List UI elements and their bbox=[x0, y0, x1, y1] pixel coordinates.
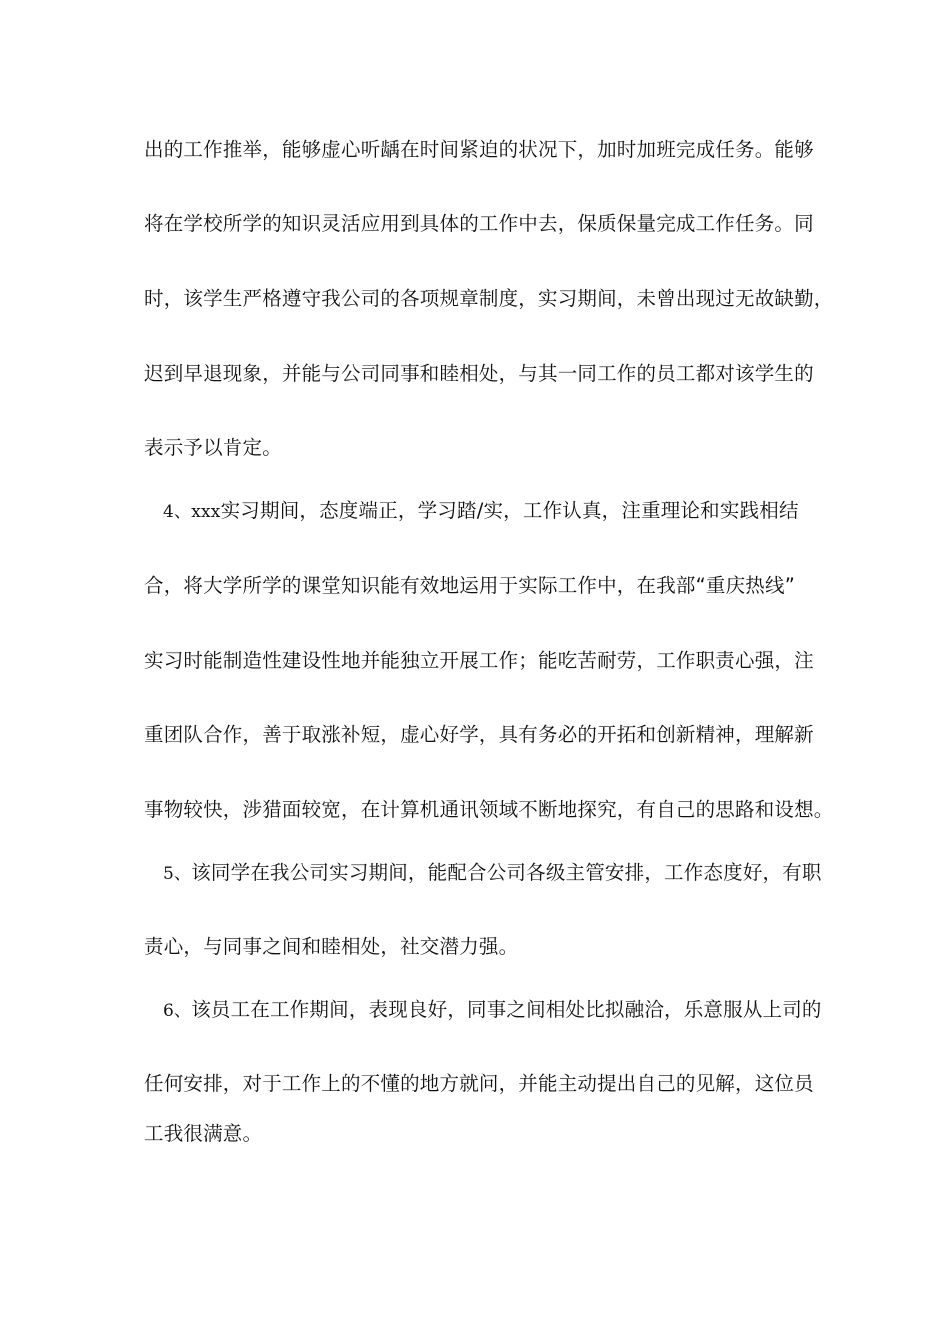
paragraph-line: 责心，与同事之间和睦相处，社交潜力强。 bbox=[144, 935, 519, 958]
paragraph-line: 表示予以肯定。 bbox=[144, 436, 282, 459]
list-item-number: 5、 bbox=[163, 864, 192, 884]
list-item-text: 实习期间，态度端正，学习踏/实，工作认真，注重理论和实践相结 bbox=[220, 499, 799, 522]
list-item-number: 4、 bbox=[163, 502, 192, 522]
person-name: xxx bbox=[191, 502, 221, 522]
paragraph-line: 时，该学生严格遵守我公司的各项规章制度，实习期间，未曾出现过无故缺勤， bbox=[144, 287, 834, 310]
paragraph-line: 出的工作推举，能够虚心听龋在时间紧迫的状况下，加时加班完成任务。能够 bbox=[144, 138, 814, 161]
list-item-4-first-line bbox=[163, 499, 833, 524]
paragraph-line: 实习时能制造性建设性地并能独立开展工作；能吃苦耐劳，工作职责心强，注 bbox=[144, 649, 814, 672]
paragraph-line: 事物较快，涉猎面较宽，在计算机通讯领域不断地探究，有自己的思路和设想。 bbox=[144, 798, 834, 821]
paragraph-line: 任何安排，对于工作上的不懂的地方就问，并能主动提出自己的见解，这位员 bbox=[144, 1072, 814, 1095]
paragraph-line: 迟到早退现象，并能与公司同事和睦相处，与其一同工作的员工都对该学生的 bbox=[144, 362, 814, 385]
paragraph-line: 合，将大学所学的课堂知识能有效地运用于实际工作中，在我部“重庆热线” bbox=[144, 574, 796, 597]
paragraph-line: 将在学校所学的知识灵活应用到具体的工作中去，保质保量完成工作任务。同 bbox=[144, 212, 814, 235]
list-item-number: 6、 bbox=[163, 1001, 192, 1021]
paragraph-line: 重团队合作，善于取涨补短，虚心好学，具有务必的开拓和创新精神，理解新 bbox=[144, 723, 814, 746]
paragraph-line: 工我很满意。 bbox=[144, 1122, 263, 1145]
list-item-6-first-line bbox=[163, 998, 833, 1023]
list-item-text: 该员工在工作期间，表现良好，同事之间相处比拟融洽，乐意服从上司的 bbox=[191, 998, 822, 1021]
list-item-text: 该同学在我公司实习期间，能配合公司各级主管安排，工作态度好，有职 bbox=[191, 861, 822, 884]
list-item-5-first-line bbox=[163, 861, 833, 886]
